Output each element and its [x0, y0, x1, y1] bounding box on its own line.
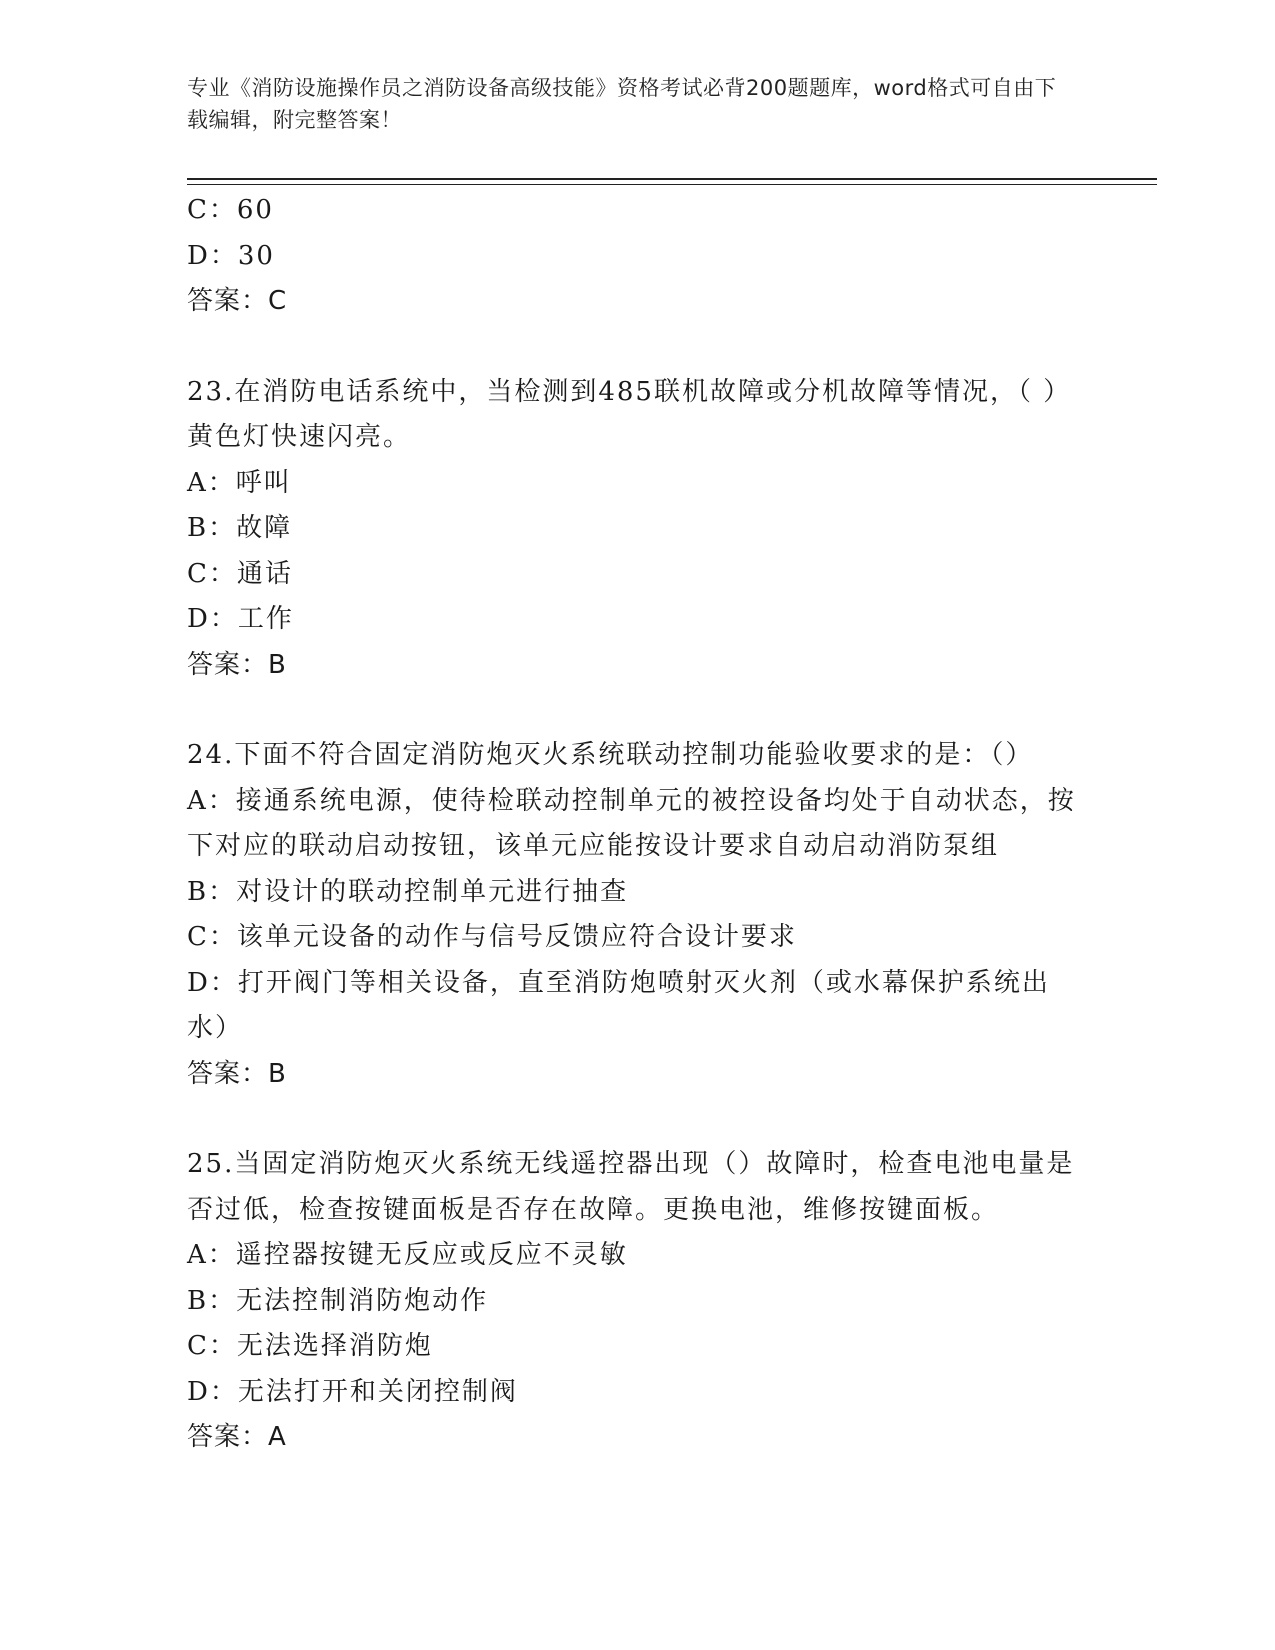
- option-c: C：通话: [187, 558, 293, 589]
- answer-line: 答案：B: [187, 649, 287, 680]
- answer-line: 答案：C: [187, 286, 288, 316]
- option-a: A：接通系统电源，使待检联动控制单元的被控设备均处于自动状态，按下对应的联动启动按钮，该单元应能按设计要求自动启动消防泵组: [187, 785, 1076, 861]
- header-divider-thick: [187, 178, 1157, 180]
- question-text: 23.在消防电话系统中，当检测到485联机故障或分机故障等情况，（ ）黄色灯快速闪亮。: [187, 376, 1072, 452]
- option-b: B：故障: [187, 513, 293, 543]
- answer-line: 答案：A: [187, 1422, 287, 1452]
- question-text: 25.当固定消防炮灭火系统无线遥控器出现（）故障时，检查电池电量是否过低，检查按键面板是否存在故障。更换电池，维修按键面板。: [187, 1149, 1075, 1225]
- option-c: C：该单元设备的动作与信号反馈应符合设计要求: [187, 922, 797, 952]
- option-a: A：呼叫: [187, 467, 292, 498]
- option-d: D：30: [187, 240, 275, 271]
- page-header: 专业《消防设施操作员之消防设备高级技能》资格考试必背200题题库，word格式可自由下载编辑，附完整答案！: [187, 76, 1057, 132]
- carryover-question: [187, 188, 1077, 325]
- option-b: B：对设计的联动控制单元进行抽查: [187, 876, 629, 907]
- option-c: C：60: [187, 195, 274, 225]
- answer-line: 答案：B: [187, 1058, 287, 1089]
- header-divider-thin: [187, 184, 1157, 185]
- option-a: A：遥控器按键无反应或反应不灵敏: [187, 1240, 628, 1270]
- option-b: B：无法控制消防炮动作: [187, 1285, 489, 1316]
- option-c: C：无法选择消防炮: [187, 1331, 433, 1361]
- option-d: D：工作: [187, 604, 294, 634]
- option-d: D：打开阀门等相关设备，直至消防炮喷射灭火剂（或水幕保护系统出水）: [187, 967, 1050, 1043]
- question-text: 24.下面不符合固定消防炮灭火系统联动控制功能验收要求的是：（）: [187, 740, 1034, 770]
- question-24: [187, 733, 1077, 1097]
- question-25: [187, 1142, 1077, 1461]
- option-d: D：无法打开和关闭控制阀: [187, 1376, 518, 1407]
- question-23: [187, 370, 1077, 689]
- question-list: [187, 188, 1077, 1461]
